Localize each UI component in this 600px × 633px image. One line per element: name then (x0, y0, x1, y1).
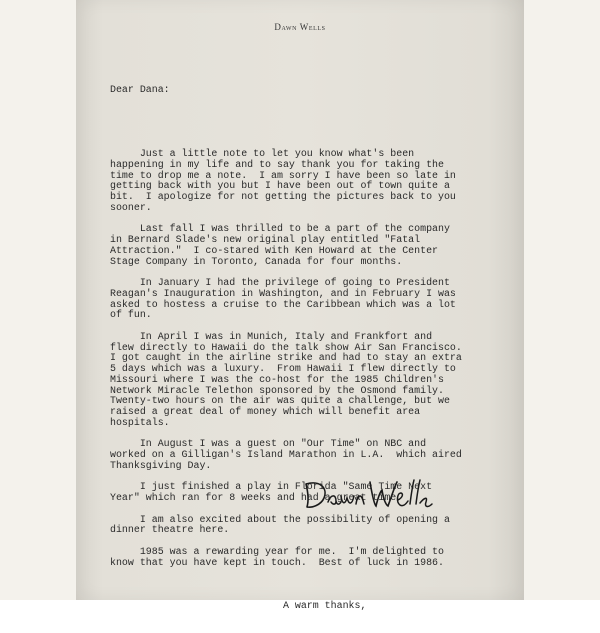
letter-line: raised a great deal of money which will benefit area (110, 406, 421, 417)
letter-line: I got caught in the airline strike and had to stay an extra (110, 352, 462, 364)
line-gap (110, 568, 515, 579)
salutation: Dear Dana: (110, 83, 170, 95)
letter-line: dinner theatre here. (110, 524, 230, 536)
paragraphs (110, 149, 515, 579)
letter-line: sooner. (110, 201, 152, 213)
letter-line: know that you have kept in touch. Best of luck in 1986. (110, 556, 444, 568)
letter-line: I am also excited about the possibility of opening a (110, 513, 450, 525)
letter-line: Reagan's Inauguration in Washington, and in February I was (110, 287, 456, 299)
letter-line: Twenty-two hours on the air was quite a challenge, but we (110, 395, 450, 407)
letter-line: asked to hostess a cruise to the Caribbean which was a lot (110, 298, 456, 310)
letter-line: 1985 was a rewarding year for me. I'm delighted to (110, 545, 444, 557)
letter-line: flew directly to Hawaii do the talk show Air San Francisco. (110, 341, 462, 353)
letter-line: time to drop me a note. I am sorry I have been so late in (110, 169, 456, 181)
letter-line: bit. I apologize for not getting the pictures back to you (110, 191, 456, 202)
letterhead: Dawn Wells (274, 22, 326, 32)
line-gap (110, 117, 515, 128)
letter-line: Thanksgiving Day. (110, 459, 212, 471)
letter-line: Last fall I was thrilled to be a part of the company (110, 223, 450, 235)
letter-line: getting back with you but I have been out of town quite a (110, 180, 450, 192)
letter-line: happening in my life and to say thank you for taking the (110, 158, 444, 170)
letter-line: In January I had the privilege of going to President (110, 277, 450, 288)
letter-line: In April I was in Munich, Italy and Frankfort and (110, 330, 433, 342)
letter-body (110, 63, 515, 633)
letter-line: Year" which ran for 8 weeks and had a great time. (110, 492, 403, 503)
letter-line: Stage Company in Toronto, Canada for four months. (110, 255, 403, 267)
letter-line: Just a little note to let you know what's been (110, 148, 415, 159)
letter-line: Attraction." I co-stared with Ken Howard at the Center (110, 244, 438, 256)
letter-line: worked on a Gilligan's Island Marathon in L.A. which aired (110, 449, 462, 460)
closing: A warm thanks, (110, 599, 367, 611)
letter-line: I just finished a play in Florida "Same Time Next (110, 481, 433, 493)
letter-line: Missouri where I was the co-host for the 1985 Children's (110, 373, 444, 385)
letter-line: hospitals. (110, 416, 170, 428)
letter-line: In August I was a guest on "Our Time" on NBC and (110, 438, 427, 450)
letter-line: of fun. (110, 309, 152, 321)
handwritten-signature (298, 474, 438, 514)
letter-line: in Bernard Slade's new original play entitled "Fatal (110, 234, 421, 245)
letter-line: Network Miracle Telethon sponsored by the Osmond family. (110, 384, 444, 396)
letter-page (76, 0, 524, 611)
letter-line: 5 days which was a luxury. From Hawaii I flew directly to (110, 363, 456, 374)
